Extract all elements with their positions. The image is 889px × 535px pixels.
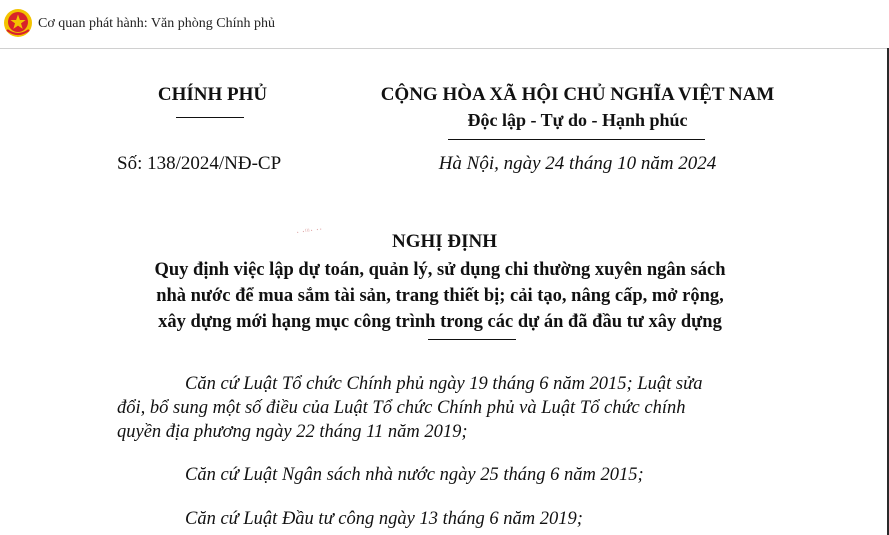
subject-line: nhà nước để mua sắm tài sản, trang thiết bị; cải tạo, nâng cấp, mở rộng, (156, 286, 724, 306)
legal-basis-paragraph (185, 507, 583, 531)
issuing-agency: CHÍNH PHỦ (157, 84, 268, 105)
paragraph-line: quyền địa phương ngày 22 tháng 11 năm 2019; (117, 422, 468, 442)
legal-basis-paragraph (117, 372, 702, 444)
national-title: CỘNG HÒA XÃ HỘI CHỦ NGHĨA VIỆT NAM (380, 84, 775, 105)
paragraph-line: Căn cứ Luật Ngân sách nhà nước ngày 25 tháng 6 năm 2015; (185, 465, 644, 485)
paragraph-line: Căn cứ Luật Đầu tư công ngày 13 tháng 6 năm 2019; (185, 509, 583, 529)
legal-basis-paragraph (185, 463, 644, 487)
subject-underline (428, 339, 516, 340)
subject-line: xây dựng mới hạng mục công trình trong các dự án đã đầu tư xây dựng (158, 312, 722, 332)
document-number: Số: 138/2024/NĐ-CP (117, 153, 282, 174)
document-subject (130, 257, 750, 335)
faint-stamp-mark: · ·ᶦᵘ· ·· (295, 224, 324, 239)
issuer-label: Cơ quan phát hành: Văn phòng Chính phủ (38, 16, 275, 31)
source-bar (0, 0, 889, 49)
paragraph-line: đổi, bổ sung một số điều của Luật Tổ chức Chính phủ và Luật Tổ chức chính (117, 398, 686, 418)
place-and-date: Hà Nội, ngày 24 tháng 10 năm 2024 (438, 153, 717, 174)
national-motto: Độc lập - Tự do - Hạnh phúc (467, 110, 688, 130)
paragraph-line: Căn cứ Luật Tổ chức Chính phủ ngày 19 tháng 6 năm 2015; Luật sửa (185, 374, 703, 394)
agency-underline (176, 117, 244, 118)
document-type: NGHỊ ĐỊNH (391, 231, 498, 252)
subject-line: Quy định việc lập dự toán, quản lý, sử dụng chi thường xuyên ngân sách (154, 260, 726, 280)
motto-underline (448, 139, 705, 140)
vietnam-national-emblem-icon (3, 8, 33, 38)
